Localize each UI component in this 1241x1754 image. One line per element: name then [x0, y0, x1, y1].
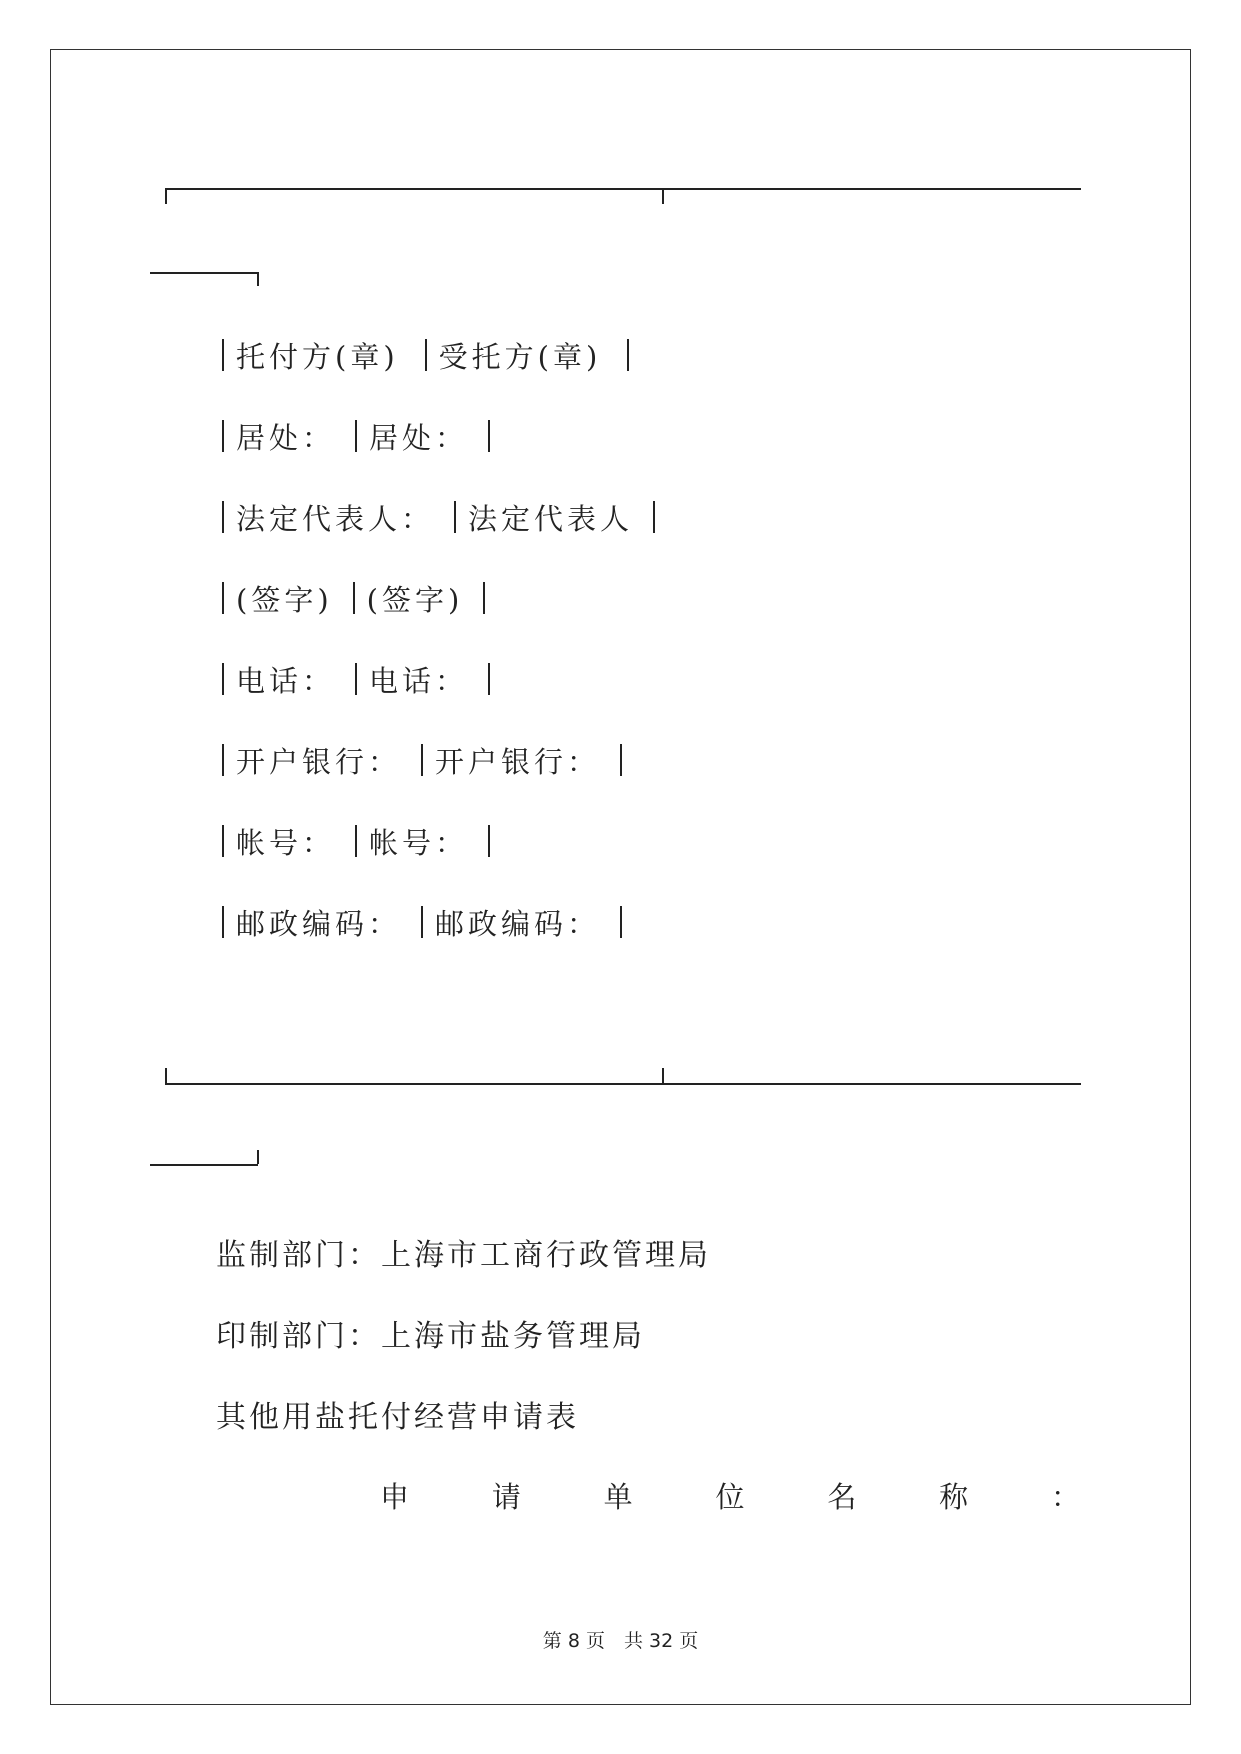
table-row [222, 495, 667, 539]
supervisor-line: 监制部门：上海市工商行政管理局 [216, 1238, 711, 1273]
row-right-label: 居处： [369, 420, 469, 455]
applicant-char: 请 [491, 1480, 521, 1514]
table-row [222, 576, 497, 620]
row-right-label: 邮政编码： [435, 906, 601, 941]
row-left-label: 开户银行： [236, 744, 402, 779]
form-title: 其他用盐托付经营申请表 [216, 1400, 579, 1435]
page-border [50, 49, 1191, 1705]
printer-line: 印制部门：上海市盐务管理局 [216, 1319, 645, 1354]
applicant-char: 称 [939, 1480, 969, 1514]
table-row [222, 333, 641, 377]
applicant-name-label [380, 1475, 1080, 1516]
applicant-char: ： [1050, 1480, 1080, 1514]
row-right-label: 帐号： [369, 825, 469, 860]
table-row [222, 657, 502, 701]
table-row [222, 738, 634, 782]
row-left-label: 电话： [236, 663, 336, 698]
row-right-label: (签字) [366, 582, 464, 617]
applicant-char: 申 [380, 1480, 410, 1514]
row-right-label: 开户银行： [435, 744, 601, 779]
table-row [222, 414, 502, 458]
row-left-label: 居处： [236, 420, 336, 455]
row-right-label: 受托方(章) [438, 339, 602, 374]
row-left-label: 帐号： [236, 825, 336, 860]
row-left-label: 托付方(章) [236, 339, 399, 374]
row-right-label: 电话： [369, 663, 469, 698]
table-row [222, 819, 502, 863]
row-left-label: 法定代表人： [236, 501, 435, 536]
table-row [222, 900, 634, 944]
row-left-label: (签字) [236, 582, 333, 617]
applicant-char: 名 [827, 1480, 857, 1514]
applicant-char: 位 [715, 1480, 745, 1514]
page-number: 第 8 页 共 32 页 [542, 1630, 699, 1652]
row-left-label: 邮政编码： [236, 906, 402, 941]
applicant-char: 单 [603, 1480, 633, 1514]
row-right-label: 法定代表人 [468, 501, 634, 536]
